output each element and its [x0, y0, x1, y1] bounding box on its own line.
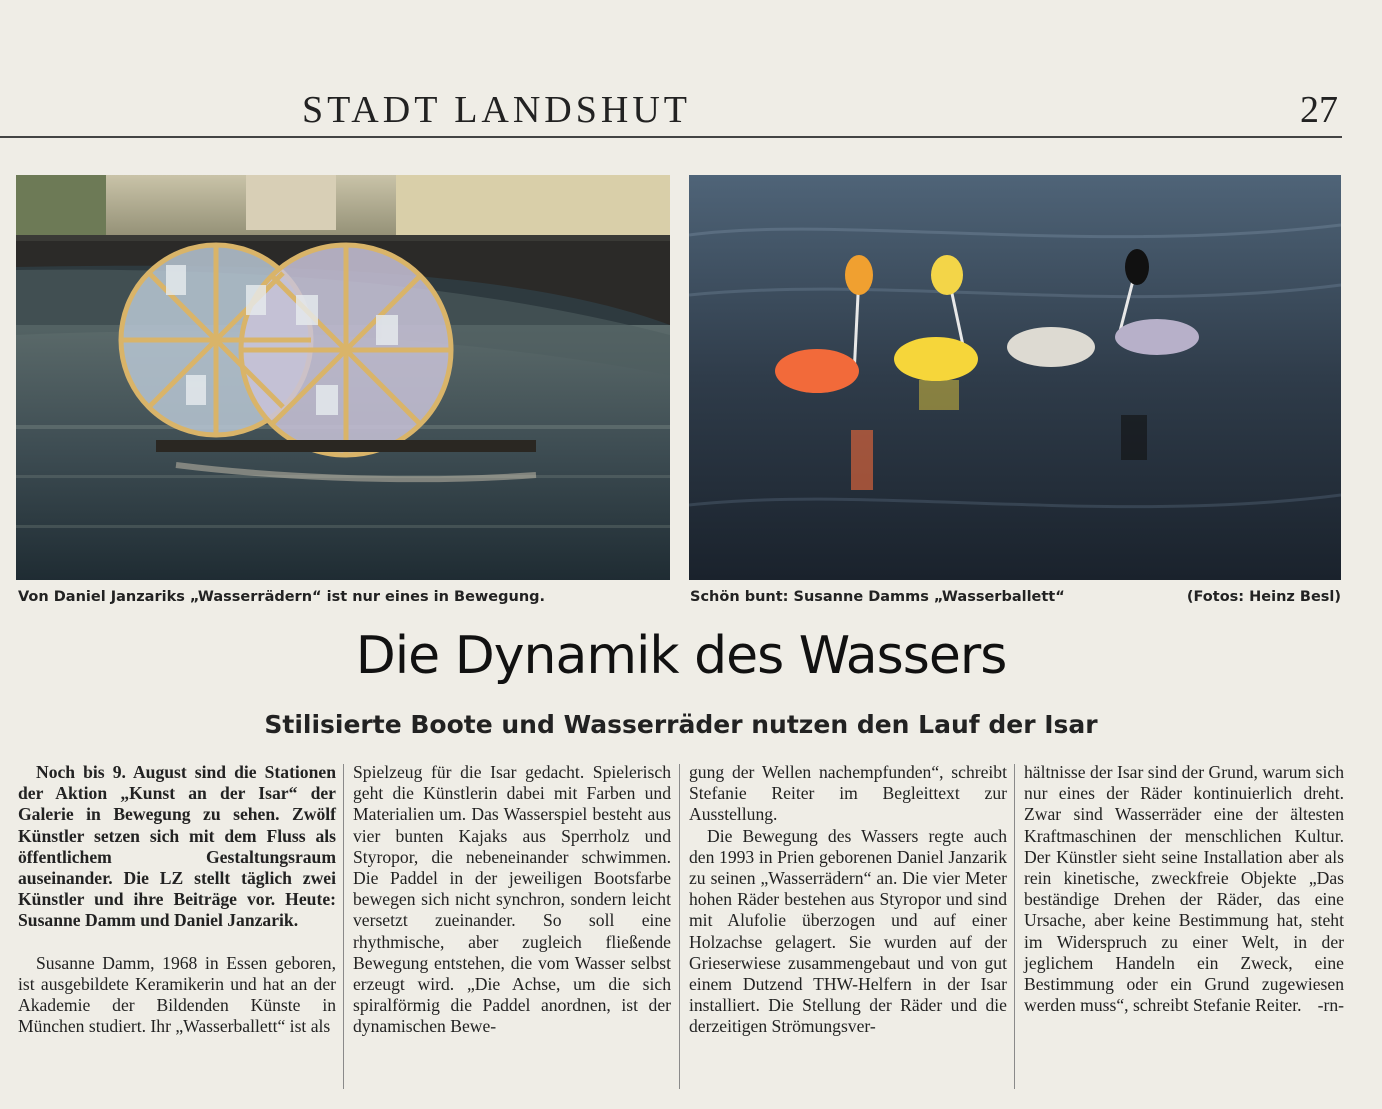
article-column-4: [1024, 762, 1344, 1016]
article-paragraph: Spielzeug für die Isar gedacht. Spielerisch geht die Künstlerin dabei mit Farben und Materialien um. Das Wasserspiel besteht aus vier bunten Kajaks aus Sperrholz und Styropor, die nebeneinander schwimmen. Die Paddel in der jeweiligen Bootsfarbe bewegen sich nicht synchron, sondern leicht versetzt zueinander. So soll eine rhythmische, aber zugleich fließende Bewegung entstehen, die vom Wasser selbst erzeugt wird. „Die Achse, um die sich spiralförmig die Paddel anordnen, ist der dynamischen Bewe-: [353, 762, 671, 1037]
photo-caption-left: Von Daniel Janzariks „Wasserrädern“ ist nur eines in Bewegung.: [18, 589, 546, 605]
section-title: STADT LANDSHUT: [302, 89, 691, 131]
photo-caption-right: Schön bunt: Susanne Damms „Wasserballett“: [690, 589, 1065, 605]
article-column-1: [18, 762, 336, 1037]
author-sign: -rn-: [1317, 995, 1344, 1016]
photo-water-ballet: [689, 175, 1341, 580]
article-column-3: [689, 762, 1007, 1038]
photo-water-wheels: [16, 175, 670, 580]
article-column-2: [353, 762, 671, 1038]
column-divider: [679, 764, 680, 1089]
page-number: 27: [1300, 89, 1338, 131]
column-divider: [343, 764, 344, 1089]
column-divider: [1014, 764, 1015, 1089]
article-paragraph-text: hältnisse der Isar sind der Grund, warum sich nur eines der Räder kontinuierlich dreht. Zwar sind Wasserräder eine der ältesten Kraftmaschinen der menschlichen Kultur. Der Künstler sieht seine Installation aber als rein kinetische, zweckfreie Objekte „Das beständige Drehen der Räder, das eine Ursache, aber keine Bestimmung hat, steht im Widerspruch zu einer Welt, in der jeglichem Handeln ein Zweck, eine Bestimmung oder ein Grund zugewiesen werden muss“, schreibt Stefanie Reiter.: [1024, 762, 1344, 1016]
article-paragraph: [1024, 762, 1344, 1016]
subheadline: Stilisierte Boote und Wasserräder nutzen den Lauf der Isar: [264, 710, 1098, 739]
article-lead: Noch bis 9. August sind die Stationen der Aktion „Kunst an der Isar“ der Galerie in Bewegung zu sehen. Zwölf Künstler setzen sich mit dem Fluss als öffentlichem Gestaltungsraum auseinander. Die LZ stellt täglich zwei Künstler und ihre Beiträge vor. Heute: Susanne Damm und Daniel Janzarik.: [18, 762, 336, 931]
header-rule: [0, 136, 1342, 138]
headline: Die Dynamik des Wassers: [355, 626, 1007, 686]
article-paragraph: gung der Wellen nachempfunden“, schreibt Stefanie Reiter im Begleittext zur Ausstellung.: [689, 762, 1007, 825]
article-paragraph: Susanne Damm, 1968 in Essen geboren, ist ausgebildete Keramikerin und hat an der Akademie der Bildenden Künste in München studiert. Ihr „Wasserballett“ ist als: [18, 952, 336, 1037]
article-paragraph: Die Bewegung des Wassers regte auch den 1993 in Prien geborenen Daniel Janzarik zu seinen „Wasserrädern“ an. Die vier Meter hohen Räder bestehen aus Styropor und sind mit Alufolie überzogen und auf einer Holzachse gelagert. Sie wurden auf der Grieserwiese zusammengebaut und von gut einem Dutzend THW-Helfern in der Isar installiert. Die Stellung der Räder und die derzeitigen Strömungsver-: [689, 825, 1007, 1037]
photo-credit: (Fotos: Heinz Besl): [1186, 589, 1341, 605]
